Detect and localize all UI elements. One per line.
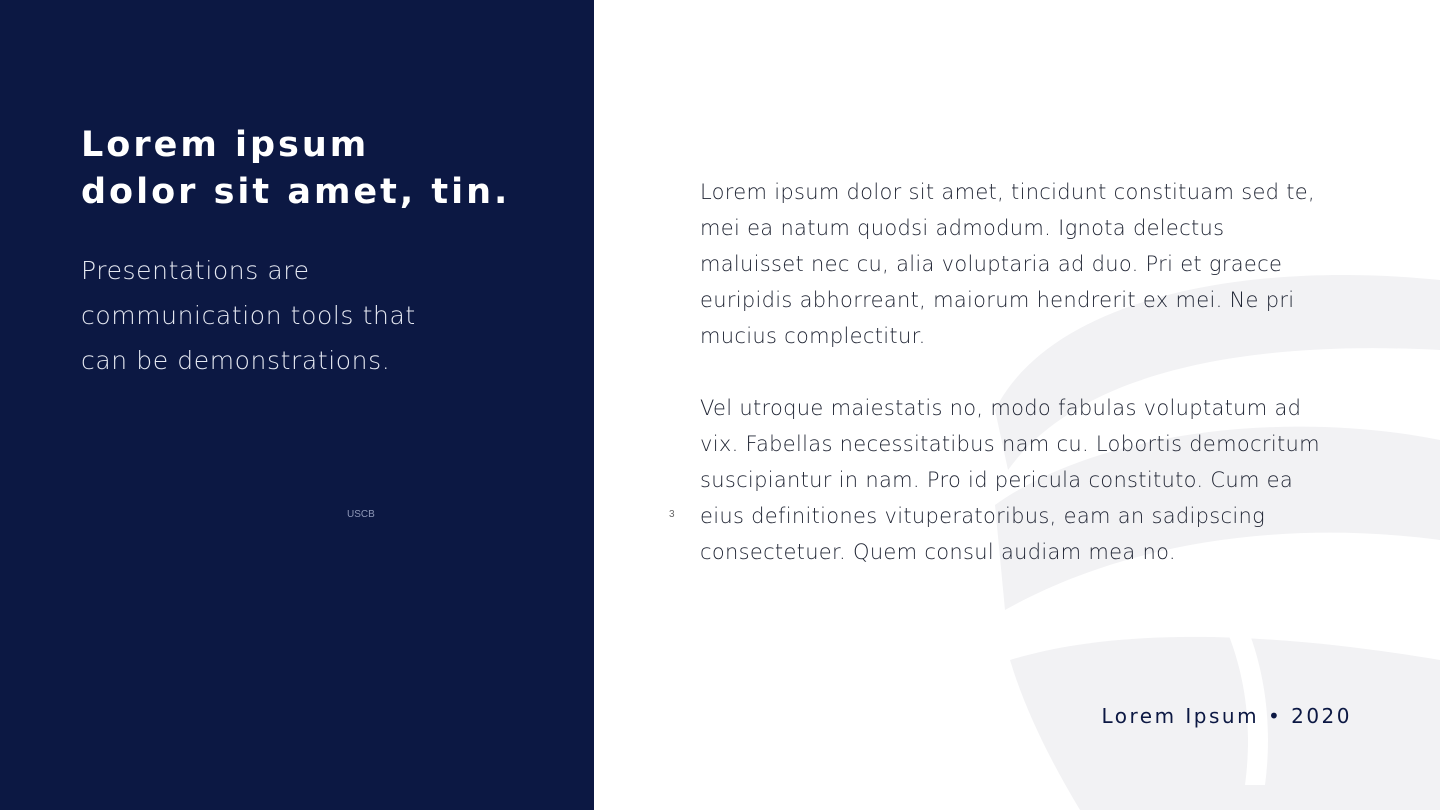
body-text [700,174,1320,606]
organization-label: USCB [347,509,375,520]
subtitle-line-3: can be demonstrations. [81,346,391,375]
subtitle-line-2: communication tools that [81,301,416,330]
title-line-2: dolor sit amet, tin. [81,172,511,212]
body-paragraph-2: Vel utroque maiestatis no, modo fabulas voluptatum ad vix. Fabellas necessitatibus nam cu. Lobortis democritum suscipiantur in nam. Pro id pericula constituto. Cum ea eius definitiones vituperatoribus, eam an sadipscing consectetuer. Quem consul audiam mea no. [700,396,1320,564]
left-panel [0,0,594,810]
body-paragraph-1: Lorem ipsum dolor sit amet, tincidunt constituam sed te, mei ea natum quodsi admodum. Ignota delectus maluisset nec cu, alia voluptaria ad duo. Pri et graece euripidis abhorreant, maiorum hendrerit ex mei. Ne pri mucius complectitur. [700,180,1316,348]
title-line-1: Lorem ipsum [81,125,370,165]
slide-title [81,122,561,216]
footer-brand: Lorem Ipsum • 2020 [1101,704,1352,728]
subtitle-line-1: Presentations are [81,256,310,285]
slide-subtitle [81,248,551,383]
page-number: 3 [669,509,675,520]
